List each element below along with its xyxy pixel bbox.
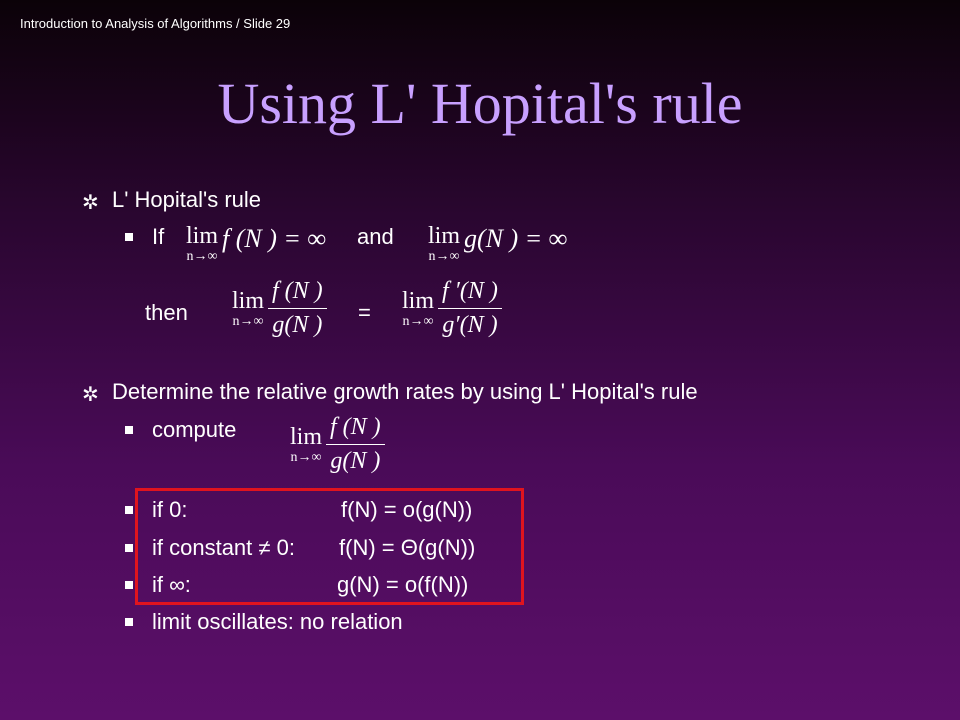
case-result: g(N) = o(f(N)) [337, 572, 469, 597]
limit-ratio-fg: lim n→∞ $\frac{f (N )}{g(N )}$ [232, 278, 327, 339]
square-bullet-icon [125, 506, 133, 514]
star-bullet-icon: ✲ [82, 384, 99, 406]
star-bullet-icon: ✲ [82, 192, 99, 214]
limit-g-infinity: lim n→∞ g(N ) = ∞ [428, 223, 568, 264]
limit-f-infinity: lim n→∞ f (N ) = ∞ [186, 223, 326, 264]
limit-ratio-derivatives: lim n→∞ $\frac{f '(N )}{g'(N )}$ [402, 278, 502, 339]
limit-ratio-compute: lim n→∞ $\frac{f (N )}{g(N )}$ [290, 414, 385, 475]
square-bullet-icon [125, 426, 133, 434]
section1-heading: L' Hopital's rule [112, 187, 262, 212]
and-label: and [357, 224, 394, 249]
compute-label: compute [152, 417, 237, 442]
slide-header: Introduction to Analysis of Algorithms / Slide 29 [20, 16, 291, 31]
case-result: f(N) = o(g(N)) [341, 497, 473, 522]
square-bullet-icon [125, 544, 133, 552]
then-label: then [145, 300, 188, 325]
if-label: If [152, 224, 165, 249]
square-bullet-icon [125, 618, 133, 626]
oscillation-note: limit oscillates: no relation [152, 609, 403, 634]
square-bullet-icon [125, 581, 133, 589]
section2-heading: Determine the relative growth rates by using L' Hopital's rule [112, 379, 698, 404]
slide-title: Using L' Hopital's rule [217, 71, 743, 136]
case-condition: if constant ≠ 0: [152, 535, 295, 560]
case-result: f(N) = Θ(g(N)) [339, 535, 476, 560]
equals-sign: = [358, 300, 371, 325]
case-condition: if 0: [152, 497, 188, 522]
case-condition: if ∞: [152, 572, 191, 597]
square-bullet-icon [125, 233, 133, 241]
